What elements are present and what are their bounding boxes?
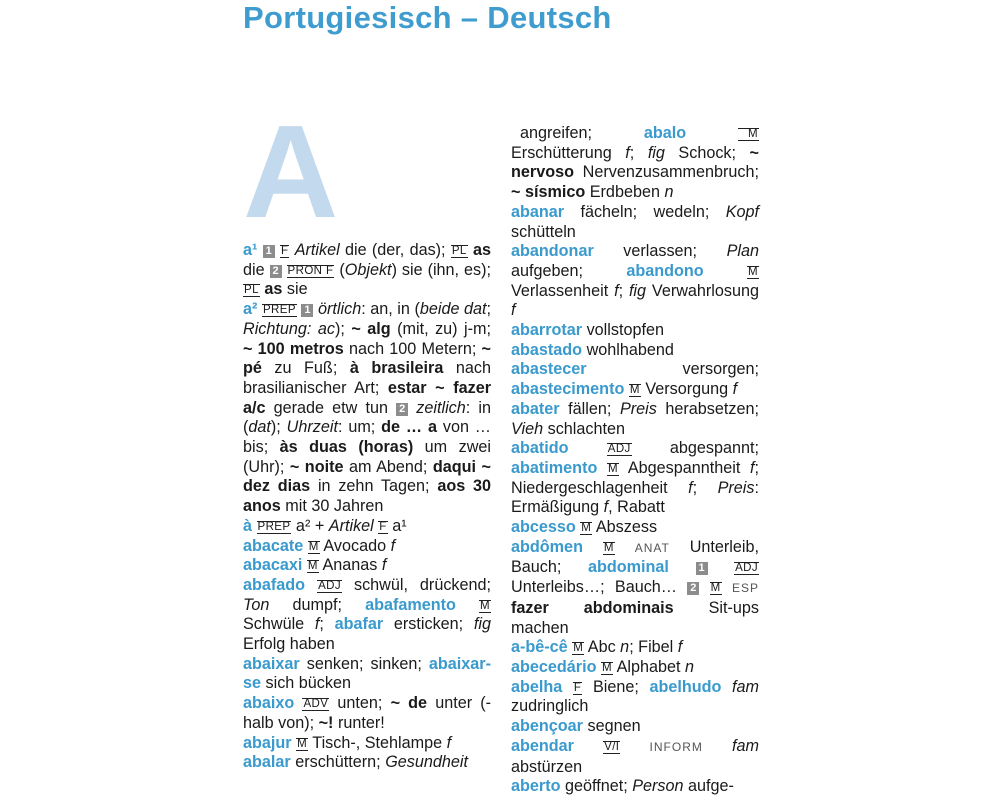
dictionary-entry: abelha F Biene; abelhudo fam zudringlich xyxy=(511,677,760,716)
dictionary-entry: abater fällen; Preis herabsetzen; Vieh schlachten xyxy=(511,399,759,438)
dictionary-entry: abcesso M Abszess xyxy=(511,518,658,537)
dictionary-entry: abdômen M ANAT Unterleib, Bauch; abdominal 1 ADJ Unterleibs…; Bauch… 2 M ESP fazer abdominais Sit-ups machen xyxy=(511,537,760,637)
dictionary-column-left xyxy=(243,241,491,773)
dictionary-entry: abafado ADJ schwül, drückend; Ton dumpf; abafamento M Schwüle f; abafar ersticken; fig Erfolg haben xyxy=(243,575,492,654)
dictionary-entry: a¹ 1 F Artikel die (der, das); PL as die 2 PRON F (Objekt) sie (ihn, es); PL as sie xyxy=(243,241,492,299)
dictionary-entry: abalar erschüttern; Gesundheit xyxy=(243,753,468,772)
dictionary-entry: abendar V/I INFORM fam abstürzen xyxy=(511,736,759,776)
dictionary-entry: abacate M Avocado f xyxy=(243,536,396,555)
dictionary-entry: abanar fächeln; wedeln; Kopf schütteln xyxy=(511,202,759,241)
dictionary-entry: abençoar segnen xyxy=(511,717,641,736)
dictionary-entry: abandonar verlassen; Plan aufgeben; abandono M Verlassenheit f; fig Verwahrlosung f xyxy=(511,242,759,320)
dictionary-entry: abajur M Tisch-, Stehlampe f xyxy=(243,733,452,752)
dictionary-entry: abaixo ADV unten; ~ de unter (-halb von); ~! runter! xyxy=(243,694,492,732)
dictionary-entry: abecedário M Alphabet n xyxy=(511,657,694,676)
dictionary-entry-continued: angreifen; abalo M Erschütterung f; fig Schock; ~ nervoso Nervenzusammenbruch; ~ sísmico Erdbeben n xyxy=(511,124,759,202)
dictionary-entry: abarrotar vollstopfen xyxy=(511,321,664,340)
dictionary-entry: abaixar senken; sinken; abaixar-se sich bücken xyxy=(243,654,491,693)
dictionary-entry: abastado wohlhabend xyxy=(511,340,674,359)
dictionary-entry: abacaxi M Ananas f xyxy=(243,556,387,575)
dictionary-column-right xyxy=(511,124,759,797)
dictionary-entry: aberto geöffnet; Person aufge- xyxy=(511,777,734,796)
section-letter: A xyxy=(243,98,339,245)
page-title: Portugiesisch – Deutsch xyxy=(243,0,612,35)
dictionary-entry: abatido ADJ abgespannt; abatimento M Abgespanntheit f; Niedergeschlagenheit f; Preis: Ermäßigung f, Rabatt xyxy=(511,439,760,517)
dictionary-entry: a-bê-cê M Abc n; Fibel f xyxy=(511,638,683,657)
dictionary-entry: abastecer versorgen; abastecimento M Versorgung f xyxy=(511,360,759,399)
dictionary-entry: à PREP a² + Artikel F a¹ xyxy=(243,516,407,535)
dictionary-entry: a² PREP 1 örtlich: an, in (beide dat; Richtung: ac); ~ alg (mit, zu) j-m; ~ 100 metros nach 100 Metern; ~ pé zu Fuß; à brasileira nach brasilianischer Art; estar ~ fazer a/c gerade etw tun 2 zeitlich: in (dat); Uhrzeit: um; de … a von … bis; às duas (horas) um zwei (Uhr); ~ noite am Abend; daqui ~ dez dias in zehn Tagen; aos 30 anos mit 30 Jahren xyxy=(243,300,492,516)
